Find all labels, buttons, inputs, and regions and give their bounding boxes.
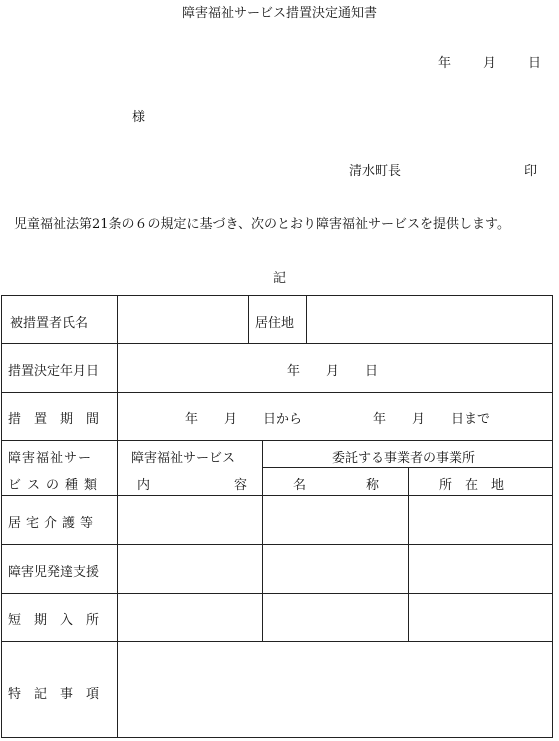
row-divider [1, 343, 553, 344]
name-col-label-b: 称 [366, 478, 380, 493]
service-table [1, 295, 553, 738]
issuer-name: 清水町長 [349, 164, 402, 179]
name-col-label-a: 名 [293, 478, 307, 493]
row-divider [1, 593, 553, 594]
service-content-label-2b: 容 [234, 478, 248, 493]
service-content-label-1: 障害福祉サービス [131, 451, 236, 466]
row-divider [1, 544, 553, 545]
residence-label: 居住地 [255, 316, 295, 331]
seal-mark: 印 [524, 164, 538, 179]
remarks-label: 特 記 事 項 [8, 687, 100, 702]
row-child-dev-label: 障害児発達支援 [8, 565, 100, 580]
col-divider [117, 295, 118, 738]
date-day-label: 日 [528, 56, 542, 71]
row-divider [1, 440, 553, 441]
decision-date-label: 措置決定年月日 [8, 364, 100, 379]
period-to: 年 月 日まで [373, 412, 491, 427]
row-divider [1, 641, 553, 642]
service-type-label-2: ビスの種類 [8, 478, 104, 493]
col-divider [408, 467, 409, 641]
ki-heading: 記 [272, 271, 286, 286]
decision-date-value: 年 月 日 [287, 364, 379, 379]
consigned-label: 委託する事業者の事業所 [332, 451, 476, 466]
col-divider [248, 295, 249, 343]
date-month-label: 月 [483, 56, 497, 71]
location-col-label: 所 在 地 [439, 478, 505, 493]
service-content-label-2a: 内 [137, 478, 151, 493]
col-divider [306, 295, 307, 343]
row-divider [1, 495, 553, 496]
period-label: 措 置 期 間 [8, 412, 100, 427]
issue-date [438, 52, 541, 71]
service-type-label-1: 障害福祉サー [8, 451, 93, 466]
document-title: 障害福祉サービス措置決定通知書 [181, 6, 377, 21]
period-from: 年 月 日から [185, 412, 303, 427]
row-short-stay-label: 短 期 入 所 [8, 613, 100, 628]
row-divider [1, 392, 553, 393]
recipient-honorific: 様 [132, 110, 146, 125]
row-home-care-label: 居宅介護等 [8, 516, 99, 531]
subject-name-label: 被措置者氏名 [10, 316, 89, 331]
date-year-label: 年 [438, 56, 452, 71]
notice-body: 児童福祉法第21条の６の規定に基づき、次のとおり障害福祉サービスを提供します。 [14, 217, 510, 232]
col-divider [262, 440, 263, 641]
